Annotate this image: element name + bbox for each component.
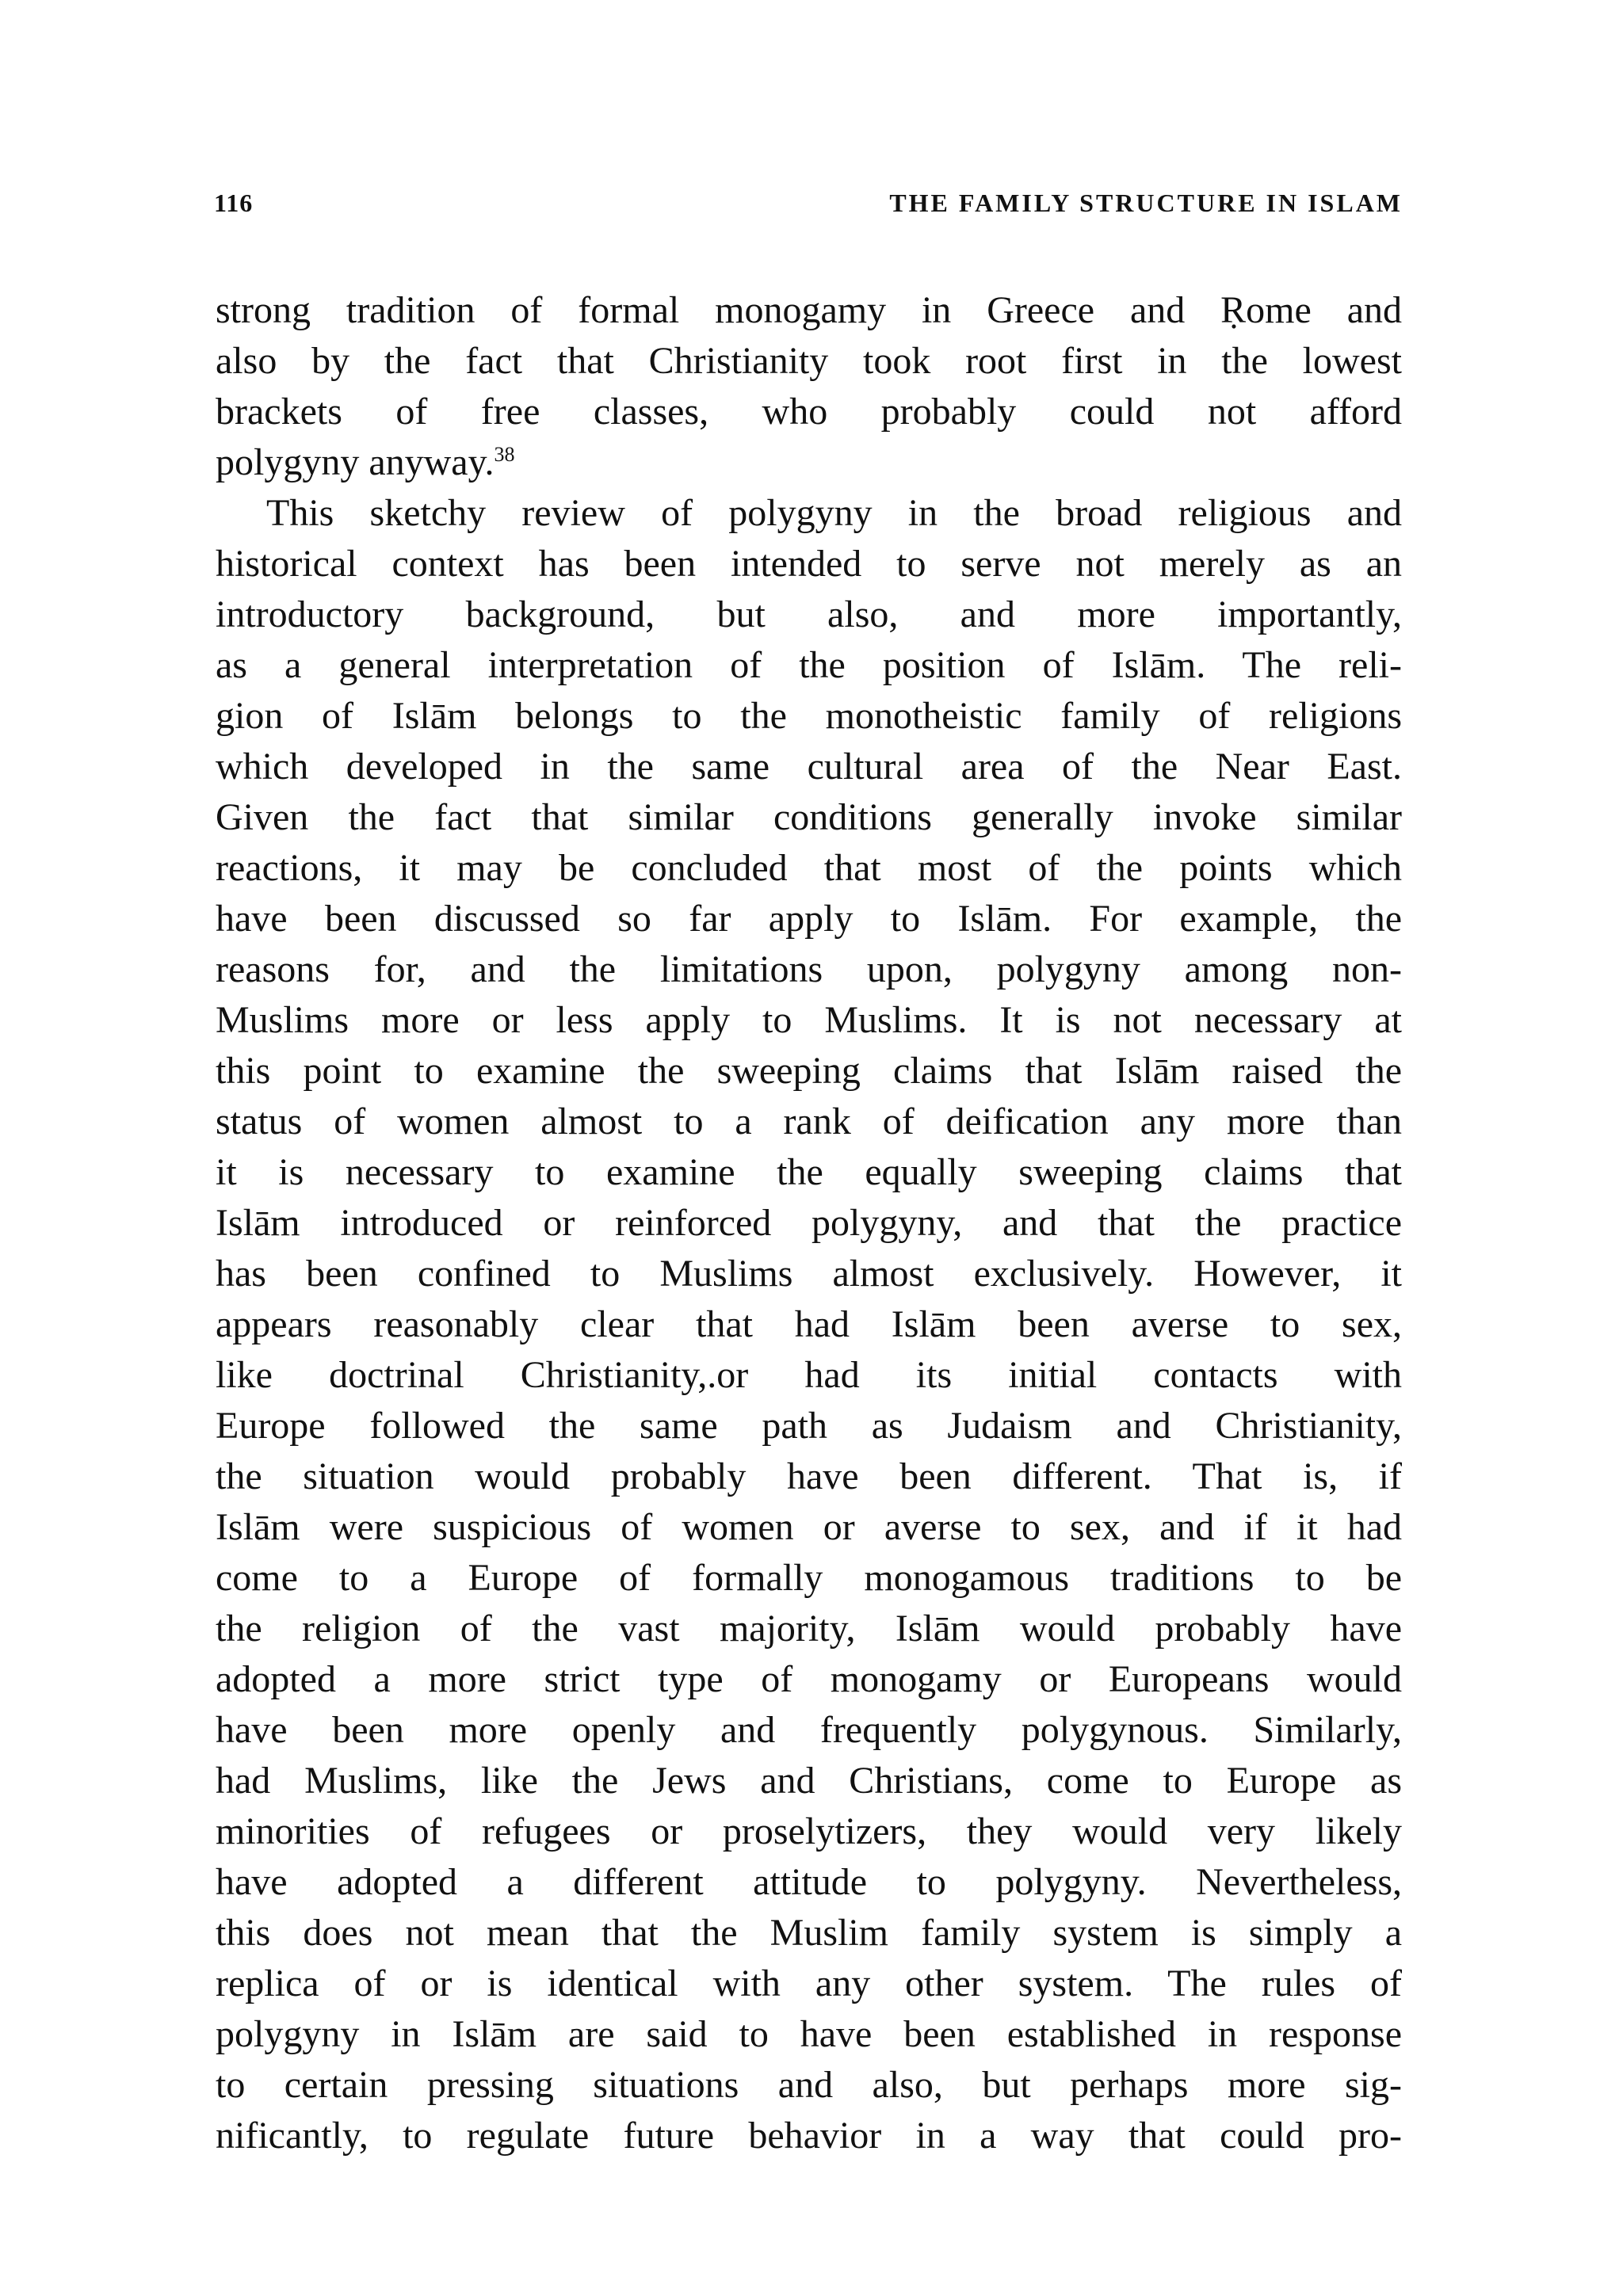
text-line: Islām introduced or reinforced polygyny, and that the practice bbox=[216, 1202, 1402, 1244]
text-line: this does not mean that the Muslim family system is simply a bbox=[216, 1912, 1402, 1954]
text-line: minorities of refugees or proselytizers, they would very likely bbox=[216, 1810, 1402, 1852]
text-line: this point to examine the sweeping claims that Islām raised the bbox=[216, 1050, 1402, 1092]
text-line: polygyny in Islām are said to have been established in response bbox=[216, 2013, 1402, 2055]
text-line: have been more openly and frequently polygynous. Similarly, bbox=[216, 1709, 1402, 1751]
text-line: reactions, it may be concluded that most of the points which bbox=[216, 847, 1402, 889]
text-line: gion of Islām belongs to the monotheistic family of religions bbox=[216, 695, 1402, 737]
text-line: Given the fact that similar conditions generally invoke similar bbox=[216, 796, 1402, 838]
text-line: have adopted a different attitude to polygyny. Nevertheless, bbox=[216, 1861, 1402, 1903]
text-line: introductory background, but also, and more importantly, bbox=[216, 593, 1402, 635]
text-line: status of women almost to a rank of deification any more than bbox=[216, 1100, 1402, 1142]
text-line-content: polygyny anyway. bbox=[216, 441, 495, 483]
paragraph-1 bbox=[216, 285, 1402, 488]
text-line: to certain pressing situations and also, but perhaps more sig- bbox=[216, 2064, 1402, 2106]
text-line: Islām were suspicious of women or averse to sex, and if it had bbox=[216, 1506, 1402, 1548]
running-head bbox=[214, 189, 1403, 236]
text-line: as a general interpretation of the position of Islām. The reli- bbox=[216, 644, 1402, 686]
text-line: also by the fact that Christianity took root first in the lowest bbox=[216, 340, 1402, 382]
running-title: THE FAMILY STRUCTURE IN ISLAM bbox=[889, 189, 1403, 217]
text-line: replica of or is identical with any other system. The rules of bbox=[216, 1962, 1402, 2004]
text-line: Muslims more or less apply to Muslims. It is not necessary at bbox=[216, 999, 1402, 1041]
text-line: appears reasonably clear that had Islām been averse to sex, bbox=[216, 1303, 1402, 1345]
text-line: come to a Europe of formally monogamous traditions to be bbox=[216, 1557, 1402, 1599]
text-line: like doctrinal Christianity,.or had its initial contacts with bbox=[216, 1354, 1402, 1396]
text-line: reasons for, and the limitations upon, polygyny among non- bbox=[216, 948, 1402, 990]
text-line: has been confined to Muslims almost exclusively. However, it bbox=[216, 1253, 1402, 1295]
text-line bbox=[216, 437, 1402, 488]
text-line: the religion of the vast majority, Islām would probably have bbox=[216, 1608, 1402, 1650]
body-text bbox=[216, 285, 1402, 2161]
text-line: it is necessary to examine the equally sweeping claims that bbox=[216, 1151, 1402, 1193]
text-line: nificantly, to regulate future behavior in a way that could pro- bbox=[216, 2115, 1402, 2157]
page-number: 116 bbox=[214, 189, 254, 217]
footnote-reference: 38 bbox=[494, 443, 515, 466]
text-line: Europe followed the same path as Judaism and Christianity, bbox=[216, 1405, 1402, 1447]
text-line: historical context has been intended to serve not merely as an bbox=[216, 543, 1402, 585]
text-line: brackets of free classes, who probably could not afford bbox=[216, 391, 1402, 433]
text-line: have been discussed so far apply to Islām. For example, the bbox=[216, 898, 1402, 940]
text-line: the situation would probably have been different. That is, if bbox=[216, 1455, 1402, 1497]
text-line: strong tradition of formal monogamy in Greece and Ṛome and bbox=[216, 289, 1402, 331]
text-line: which developed in the same cultural area of the Near East. bbox=[216, 746, 1402, 788]
text-line: adopted a more strict type of monogamy or Europeans would bbox=[216, 1658, 1402, 1700]
paragraph-2 bbox=[216, 488, 1402, 2161]
text-line: This sketchy review of polygyny in the broad religious and bbox=[266, 492, 1402, 534]
text-line: had Muslims, like the Jews and Christians, come to Europe as bbox=[216, 1760, 1402, 1802]
